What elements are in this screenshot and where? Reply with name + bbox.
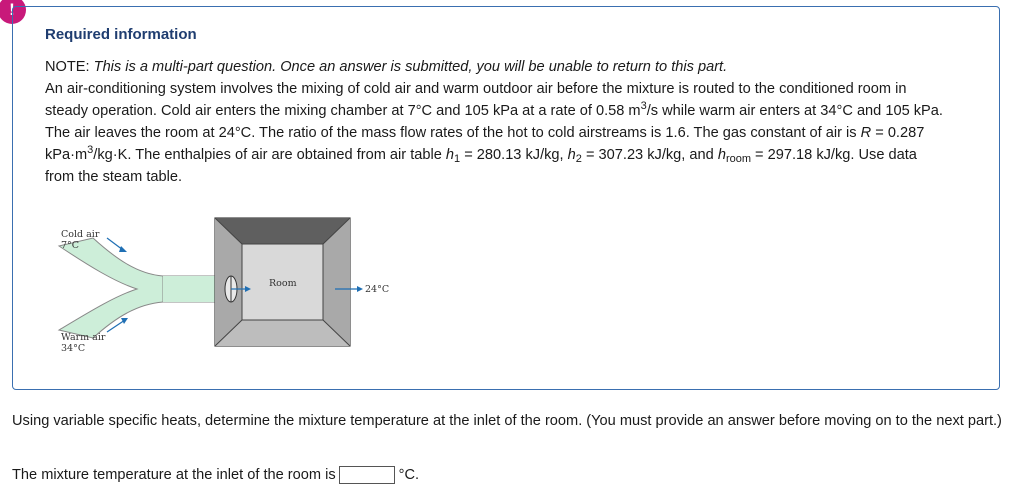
variable: h: [717, 147, 726, 163]
panel-title: Required information: [45, 26, 197, 43]
inlet-duct: [163, 276, 217, 302]
note-prefix: NOTE:: [45, 59, 90, 75]
body-text: = 297.18 kJ/kg. Use data from the steam table.: [45, 147, 917, 185]
question-text: Using variable specific heats, determine the mixture temperature at the inlet of the room. (You must provide an answer before moving on to the next part.): [12, 413, 1002, 429]
note-line: [45, 56, 945, 78]
superscript: 3: [640, 100, 647, 112]
cold-air-temp: 7°C: [61, 240, 80, 251]
mixing-duct: [59, 238, 163, 338]
mixing-chamber-figure: [45, 210, 405, 370]
body-text: = 280.13 kJ/kg,: [460, 147, 568, 163]
warm-air-temp: 34°C: [61, 343, 86, 354]
subscript: 1: [454, 153, 461, 165]
answer-unit: °C.: [398, 467, 420, 483]
variable: h: [445, 147, 455, 163]
problem-text: [45, 78, 945, 188]
exit-temp-label: 24°C: [365, 284, 390, 295]
body-text: = 307.23 kJ/kg, and: [581, 147, 718, 163]
mixture-temperature-input[interactable]: [339, 466, 395, 484]
cold-air-label: [61, 229, 99, 251]
body-text: /kg·K. The enthalpies of air are obtained from air table: [93, 147, 446, 163]
body-text: An air-conditioning system involves the mixing of cold air and warm outdoor air before the mixture is routed to the conditioned room in steady operation. Cold air enters the mixing chamber at 7°C and 105 kPa at a rate of 0.58 m: [45, 81, 907, 119]
problem-statement: [45, 56, 945, 188]
cold-air-text: Cold air: [61, 229, 100, 240]
subscript: room: [725, 153, 751, 165]
warm-air-text: Warm air: [61, 332, 106, 343]
room-label: Room: [269, 278, 297, 289]
variable: h: [567, 147, 576, 163]
body-text: = 0.287 kPa·m: [45, 125, 925, 163]
answer-prefix: The mixture temperature at the inlet of the room is: [12, 467, 336, 483]
alert-icon: !: [0, 0, 26, 24]
subscript: 2: [575, 153, 582, 165]
superscript: 3: [87, 144, 94, 156]
variable: R: [860, 125, 872, 141]
body-text: /s while warm air enters at 34°C and 105 kPa. The air leaves the room at 24°C. The ratio of the mass flow rates of the hot to cold airstreams is 1.6. The gas constant of air is: [45, 103, 943, 141]
answer-row: [12, 466, 419, 484]
warm-air-label: [61, 332, 105, 354]
note-text: This is a multi-part question. Once an answer is submitted, you will be unable to return to this part.: [93, 59, 728, 75]
